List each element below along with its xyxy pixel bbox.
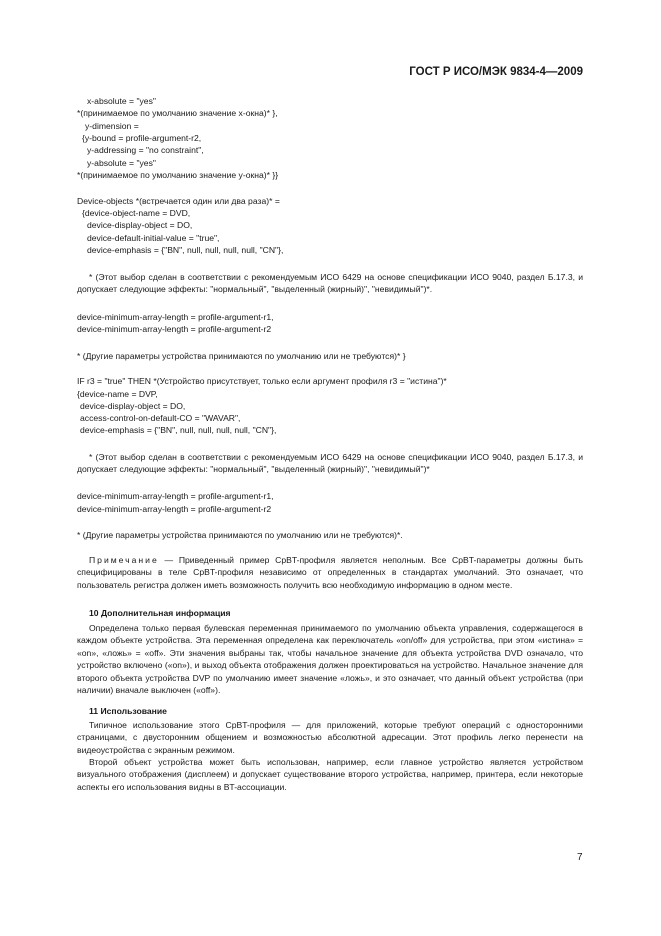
remark-label: Примечание	[89, 555, 159, 565]
code-line: device-minimum-array-length = profile-argument-r2	[77, 504, 272, 514]
footnote-text: * (Этот выбор сделан в соответствии с рекомендуемым ИСО 6429 на основе спецификации ИСО 9040, раздел Б.17.3, и допускает следующие эффекты: "нормальный", "выделенный (жирный)", "невидимый")*	[77, 452, 583, 475]
code-line: y-dimension =	[85, 121, 139, 131]
document-header: ГОСТ Р ИСО/МЭК 9834-4—2009	[409, 66, 583, 78]
code-line: device-emphasis = {"BN", null, null, null, null, "CN"},	[80, 425, 277, 435]
code-line: device-display-object = DO,	[87, 220, 193, 230]
code-line: {y-bound = profile-argument-r2,	[82, 133, 202, 143]
code-line: *(принимаемое по умолчанию значение x-окна)* },	[77, 108, 278, 118]
footnote	[77, 271, 583, 296]
code-line: device-minimum-array-length = profile-argument-r1,	[77, 491, 274, 501]
section-11-heading: 11 Использование	[89, 706, 167, 716]
remark-paragraph	[77, 554, 583, 591]
code-line: IF r3 = "true" THEN *(Устройство присутствует, только если аргумент профиля r3 = "истина")*	[77, 376, 447, 386]
section-11-text: Типичное использование этого CpBT-профиля — для приложений, которые требуют операций с односторонними страницами, с двусторонним общением и возможностью абсолютной адресации. Этот профиль легко перенести на видеоустройства с экранным режимом.	[77, 720, 583, 755]
section-11-text: Второй объект устройства может быть использован, например, если главное устройство является устройством визуального отображения (дисплеем) и допускает существование второго устройства, например, принтера, если некоторые аспекты его использования видны в BT-ассоциации.	[77, 757, 583, 792]
footnote: * (Другие параметры устройства принимаются по умолчанию или не требуются)*.	[77, 530, 403, 540]
code-line: Device-objects *(встречается один или два раза)* =	[77, 196, 280, 206]
code-line: device-default-initial-value = "true",	[87, 233, 220, 243]
section-10-paragraph	[77, 622, 583, 696]
section-10-text: Определена только первая булевская переменная принимаемого по умолчанию объекта управления, содержащегося в каждом объекте устройства. Эта переменная определена как переключатель «on/off» для устройства, при этом «истина» = «on», «ложь» = «off». Эти значения выбраны так, чтобы начальное значение для объекта устройства DVD означало, что устройство включено («on»), и выход объекта отображения должен проектироваться на устройство. Начальное значение для второго объекта устройства DVP по умолчанию имеет значение «ложь», и это означает, что данный объект устройства (при наличии) вначале выключен («off»).	[77, 623, 583, 696]
footnote: * (Другие параметры устройства принимаются по умолчанию или не требуются)* }	[77, 351, 406, 361]
code-line: device-minimum-array-length = profile-argument-r1,	[77, 312, 274, 322]
code-line: access-control-on-default-CO = "WAVAR",	[80, 413, 241, 423]
code-line: {device-name = DVP,	[77, 389, 158, 399]
code-line: x-absolute = "yes"	[87, 96, 156, 106]
page-number: 7	[577, 852, 583, 863]
code-line: y-absolute = "yes"	[87, 158, 156, 168]
code-line: y-addressing = "no constraint",	[87, 145, 204, 155]
code-line: *(принимаемое по умолчанию значение y-окна)* }}	[77, 170, 279, 180]
section-11-paragraph-2	[77, 756, 583, 793]
code-line: device-display-object = DO,	[80, 401, 186, 411]
section-10-heading: 10 Дополнительная информация	[89, 608, 231, 618]
footnote-text: * (Этот выбор сделан в соответствии с рекомендуемым ИСО 6429 на основе спецификации ИСО 9040, раздел Б.17.3, и допускает следующие эффекты: "нормальный", "выделенный (жирный)", "невидимый")*.	[77, 272, 583, 295]
remark-text: — Приведенный пример CpBT-профиля является неполным. Все CpBT-параметры должны быть специфицированы в теле CpBT-профиля независимо от определенных в стандартах умолчаний. Это означает, что пользователь регистра должен иметь возможность получить всю необходимую информацию в одном месте.	[77, 555, 583, 590]
code-line: {device-object-name = DVD,	[82, 208, 191, 218]
section-11-paragraph-1	[77, 719, 583, 756]
footnote	[77, 451, 583, 476]
code-line: device-emphasis = {"BN", null, null, null, null, "CN"},	[87, 245, 284, 255]
code-line: device-minimum-array-length = profile-argument-r2	[77, 324, 272, 334]
